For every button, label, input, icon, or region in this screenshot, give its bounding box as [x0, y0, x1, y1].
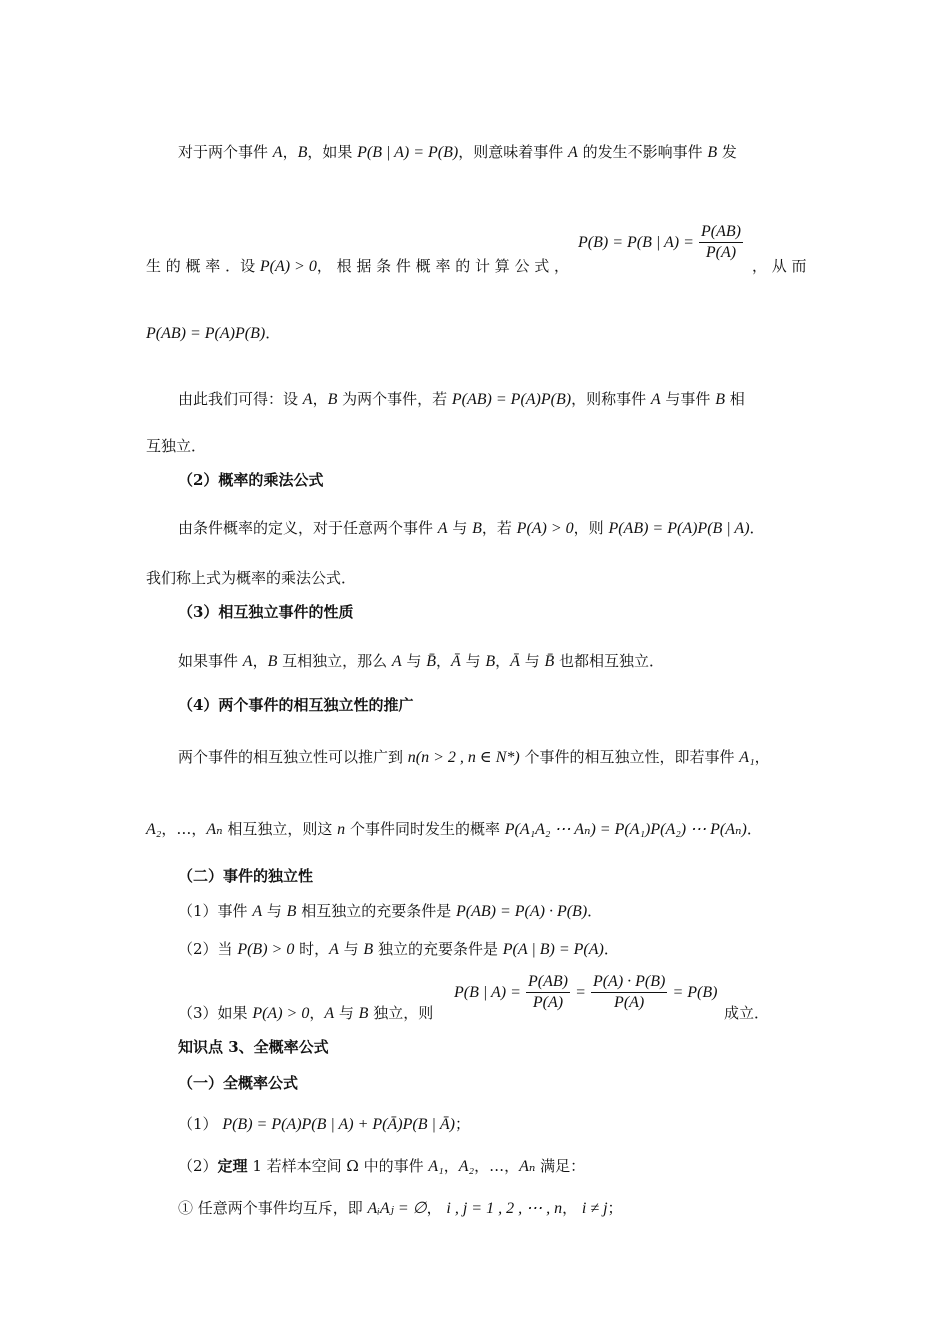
- equals-sign: =: [575, 984, 586, 1001]
- para-line-15: [178, 1155, 585, 1178]
- text-run: 对于两个事件: [178, 143, 273, 161]
- math-expression: AᵢAⱼ = ∅: [367, 1200, 427, 1217]
- math-expression: A₂: [458, 1158, 475, 1175]
- text-run: 个事件同时发生的概率: [345, 820, 505, 838]
- text-run: ．: [603, 940, 619, 958]
- text-run: ．: [749, 519, 765, 537]
- math-expression: P(B) = P(A)P(B | A) + P(Ā)P(B | Ā): [222, 1116, 455, 1133]
- text-run: ，: [443, 1157, 459, 1175]
- math-expression: P(AB) = P(A) · P(B): [455, 903, 588, 920]
- text-run: 成立．: [724, 1004, 770, 1022]
- math-expression: Aₙ: [519, 1158, 536, 1175]
- math-expression: B: [286, 903, 297, 920]
- text-run: 满足：: [535, 1157, 586, 1175]
- math-expression: B̄: [426, 653, 437, 670]
- math-expression: Ā: [510, 653, 520, 670]
- math-expression: i ≠ j: [581, 1200, 608, 1217]
- text-run: 两个事件的相互独立性可以推广到: [178, 748, 408, 766]
- text-run: （1）事件: [178, 902, 253, 920]
- text-run: 相互独立，则这: [222, 820, 338, 838]
- text-run: （2）: [178, 1157, 218, 1175]
- text-run: ，则意味着事件: [458, 143, 569, 161]
- text-run: ，如果: [307, 143, 358, 161]
- para-line-6: [178, 517, 765, 540]
- para-line-2: [146, 255, 569, 278]
- text-run: 时，: [294, 940, 330, 958]
- text-run: 独立的充要条件是: [373, 940, 503, 958]
- math-expression: P(AB) = P(A)P(B): [451, 391, 572, 408]
- para-line-7: [146, 567, 356, 589]
- text-run: 我们称上式为概率的乘法公式．: [146, 569, 357, 587]
- text-run: ，: [754, 748, 770, 766]
- text-run: ① 任意两个事件均互斥，即: [178, 1199, 368, 1217]
- math-expression: A: [242, 653, 253, 670]
- math-expression: B: [267, 653, 278, 670]
- text-run: 也都相互独立．: [554, 652, 665, 670]
- text-run: 独立，则: [368, 1004, 434, 1022]
- math-expression: P(A) > 0: [259, 258, 317, 275]
- heading-independence-properties: [178, 601, 353, 623]
- text-run: （3）如果: [178, 1004, 253, 1022]
- fraction-numerator: P(A) · P(B): [591, 972, 667, 993]
- para-line-12: [178, 938, 619, 961]
- math-expression: i , j = 1 , 2 , ⋯ , n: [446, 1200, 563, 1217]
- fraction-denominator: P(A): [614, 994, 645, 1011]
- math-expression: A₁: [428, 1158, 444, 1175]
- para-line-16: [178, 1197, 623, 1220]
- text-run: 发: [717, 143, 737, 161]
- text-run: 知识点 3、全概率公式: [178, 1038, 329, 1056]
- text-run: 与: [460, 652, 486, 670]
- heading-multiplication-formula: [178, 469, 323, 491]
- math-expression: P(B) > 0: [237, 941, 295, 958]
- math-expression: n(n > 2 , n ∈ N*): [407, 749, 520, 766]
- heading-event-independence: [178, 865, 313, 887]
- fraction-2: [591, 972, 667, 1013]
- fraction-denominator: P(A): [705, 244, 737, 261]
- text-run: 与: [519, 652, 545, 670]
- formula-lhs: P(B) = P(B | A) =: [578, 234, 694, 251]
- text-run: ；: [607, 1199, 623, 1217]
- math-expression: A: [568, 144, 578, 161]
- math-expression: B: [327, 391, 338, 408]
- text-run: 相互独立的充要条件是: [296, 902, 456, 920]
- math-expression: A: [272, 144, 283, 161]
- para-line-14: [178, 1113, 470, 1136]
- para-line-4: [178, 388, 745, 411]
- math-expression: A: [437, 520, 448, 537]
- text-run: 1 若样本空间 Ω 中的事件: [247, 1157, 429, 1175]
- text-run: （4）两个事件的相互独立性的推广: [178, 696, 414, 714]
- math-expression: A: [391, 653, 402, 670]
- formula-independence-derivation: [454, 972, 717, 1013]
- text-run: （3）相互独立事件的性质: [178, 603, 354, 621]
- math-expression: A: [324, 1005, 335, 1022]
- text-run: （一）全概率公式: [178, 1074, 299, 1092]
- math-expression: Ā: [451, 653, 461, 670]
- math-expression: n: [337, 821, 346, 838]
- math-expression: B: [472, 520, 482, 537]
- text-run: ，: [436, 652, 452, 670]
- math-expression: A₂: [146, 821, 162, 838]
- math-expression: P(AB) = P(A)P(B): [146, 325, 266, 342]
- text-run: 由此我们可得：设: [178, 390, 303, 408]
- formula-rhs: = P(B): [672, 984, 718, 1001]
- text-run: ，: [426, 1199, 447, 1217]
- fraction-numerator: P(AB): [526, 972, 570, 993]
- text-run: ．: [265, 324, 281, 342]
- text-run: 相: [724, 390, 745, 408]
- fraction-numerator: P(AB): [699, 222, 743, 243]
- math-expression: P(A | B) = P(A): [502, 941, 604, 958]
- fraction-1: [526, 972, 570, 1013]
- text-run: 互相独立，那么: [277, 652, 392, 670]
- para-line-2-tail: [752, 255, 807, 277]
- text-run: 与: [338, 940, 364, 958]
- fraction-denominator: P(A): [532, 994, 564, 1011]
- text-run: 与: [401, 652, 427, 670]
- formula-conditional-probability: [578, 222, 743, 263]
- heading-independence-generalization: [178, 694, 413, 716]
- math-expression: B: [358, 1005, 369, 1022]
- text-run: ，: [282, 143, 298, 161]
- para-line-11: [178, 900, 602, 923]
- text-run: （2）概率的乘法公式: [178, 471, 324, 489]
- text-run: ，…，: [474, 1157, 520, 1175]
- text-run: ，若: [481, 519, 517, 537]
- text-run: 如果事件: [178, 652, 243, 670]
- math-expression: B̄: [544, 653, 555, 670]
- text-run: ，: [252, 652, 268, 670]
- para-line-5: [146, 435, 206, 457]
- text-run: ，则称事件: [571, 390, 651, 408]
- text-run: 为两个事件，若: [337, 390, 452, 408]
- text-run: 与: [447, 519, 473, 537]
- text-run: （二）事件的独立性: [178, 867, 314, 885]
- math-expression: A: [650, 391, 661, 408]
- para-line-1: [178, 141, 737, 164]
- text-run: ，: [312, 390, 328, 408]
- math-expression: P(B | A) = P(B): [357, 144, 459, 161]
- text-run: 与: [262, 902, 287, 920]
- math-expression: A: [329, 941, 339, 958]
- text-run: 互独立．: [146, 437, 207, 455]
- text-run: ．: [746, 820, 762, 838]
- math-expression: A: [252, 903, 263, 920]
- para-line-8: [178, 650, 664, 673]
- math-expression: Aₙ: [206, 821, 223, 838]
- math-expression: A: [302, 391, 313, 408]
- text-run: ， 从 而: [752, 257, 807, 275]
- math-expression: P(A₁A₂ ⋯ Aₙ) = P(A₁)P(A₂) ⋯ P(Aₙ): [504, 821, 747, 838]
- math-expression: B: [297, 144, 308, 161]
- heading-total-probability: [178, 1072, 298, 1094]
- math-expression: P(AB) = P(A)P(B | A): [608, 520, 750, 537]
- text-run: （2）当: [178, 940, 238, 958]
- bold-text: 定理: [217, 1157, 248, 1175]
- text-run: ， 根 据 条 件 概 率 的 计 算 公 式 ，: [316, 257, 570, 275]
- formula-lhs: P(B | A) =: [454, 984, 521, 1001]
- para-line-3: [146, 322, 280, 345]
- text-run: ，则: [573, 519, 609, 537]
- fraction: [699, 222, 743, 263]
- para-line-13-tail: [724, 1002, 769, 1024]
- heading-knowledge-point-3: [178, 1036, 329, 1058]
- text-run: ，: [495, 652, 511, 670]
- text-run: 与: [334, 1004, 359, 1022]
- text-run: ；: [454, 1115, 470, 1133]
- math-expression: B: [715, 391, 725, 408]
- math-expression: A₁: [739, 749, 755, 766]
- text-run: 的发生不影响事件: [577, 143, 708, 161]
- math-expression: B: [363, 941, 374, 958]
- text-run: 生 的 概 率 ．设: [146, 257, 260, 275]
- text-run: （1）: [178, 1115, 223, 1133]
- text-run: ，…，: [161, 820, 207, 838]
- text-run: 与事件: [660, 390, 716, 408]
- text-run: ，: [309, 1004, 325, 1022]
- math-expression: B: [485, 653, 496, 670]
- text-run: 由条件概率的定义，对于任意两个事件: [178, 519, 438, 537]
- text-run: ．: [587, 902, 603, 920]
- para-line-10: [146, 818, 762, 841]
- math-expression: B: [707, 144, 718, 161]
- text-run: 个事件的相互独立性，即若事件: [519, 748, 740, 766]
- math-expression: P(A) > 0: [252, 1005, 310, 1022]
- para-line-13: [178, 1002, 433, 1025]
- para-line-9: [178, 746, 770, 769]
- text-run: ，: [562, 1199, 582, 1217]
- math-expression: P(A) > 0: [516, 520, 574, 537]
